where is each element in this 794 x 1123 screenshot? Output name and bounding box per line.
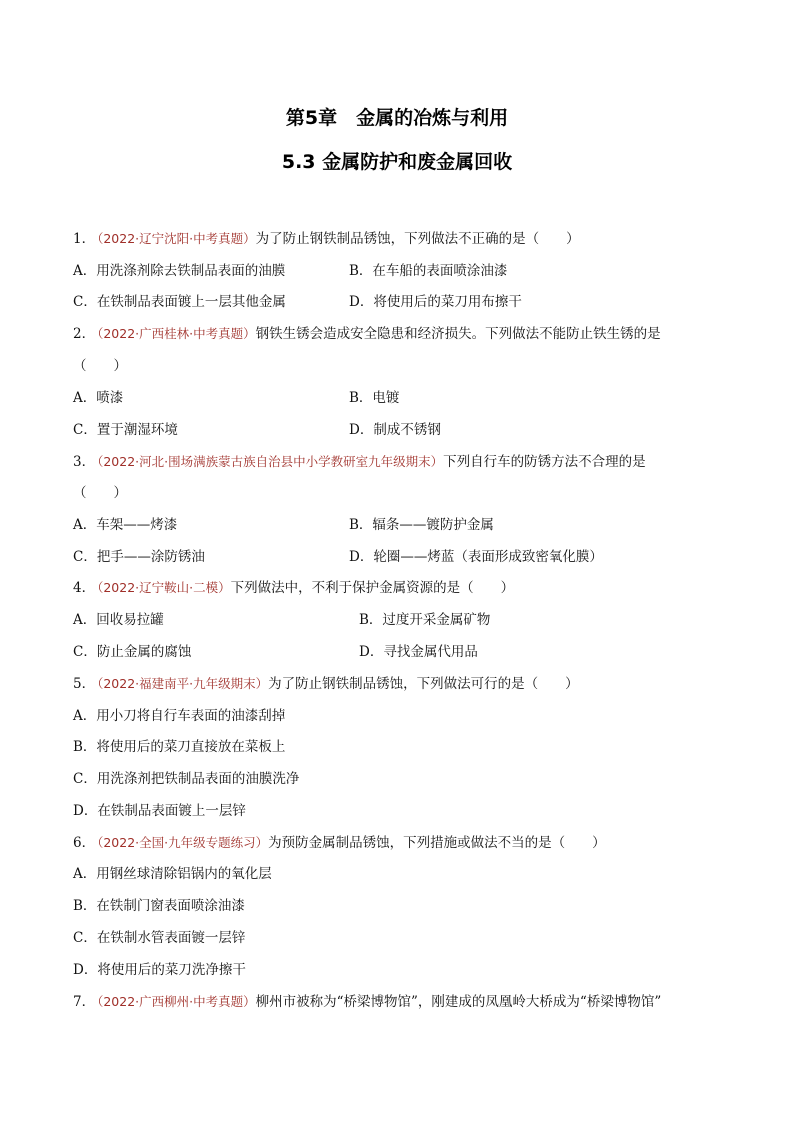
question-text: 柳州市被称为“桥梁博物馆”，刚建成的凤凰岭大桥成为“桥梁博物馆” [255,994,662,1010]
option-c: C．置于潮湿环境 [73,422,178,438]
question-number: 4． [73,580,96,596]
question-2-blank: （ ） [73,358,127,374]
question-number: 7． [73,994,96,1010]
option-c: C．防止金属的腐蚀 [73,644,192,660]
question-3 [73,452,723,472]
question-source: （2022·福建南平·九年级期末） [97,676,269,691]
option-c: C．把手——涂防锈油 [73,549,205,565]
option-a: A．回收易拉罐 [73,612,164,628]
option-c: C．在铁制水管表面镀一层锌 [73,930,246,946]
option-b: B．辐条——镀防护金属 [349,517,494,533]
option-b: B．将使用后的菜刀直接放在菜板上 [73,739,286,755]
option-c: C．在铁制品表面镀上一层其他金属 [73,294,286,310]
question-text: 为了防止钢铁制品锈蚀，下列做法可行的是（ ） [268,676,579,692]
option-a: A．用洗涤剂除去铁制品表面的油膜 [73,263,286,279]
question-6 [73,833,723,853]
question-4 [73,578,723,598]
question-source: （2022·河北·围场满族蒙古族自治县中小学教研室九年级期末） [97,454,444,469]
question-number: 3． [73,454,96,470]
question-5 [73,674,723,694]
option-d: D．将使用后的菜刀用布擦干 [349,294,522,310]
question-text: 钢铁生锈会造成安全隐患和经济损失。下列做法不能防止铁生锈的是 [255,326,661,342]
question-7 [73,992,723,1012]
question-source: （2022·辽宁鞍山·二模） [97,580,231,595]
option-a: A．用钢丝球清除铝锅内的氧化层 [73,866,272,882]
option-d: D．在铁制品表面镀上一层锌 [73,803,246,819]
question-source: （2022·广西桂林·中考真题） [97,326,256,341]
option-b: B．电镀 [349,390,400,406]
question-source: （2022·广西柳州·中考真题） [97,994,256,1009]
option-b: B．在车船的表面喷涂油漆 [349,263,508,279]
question-source: （2022·辽宁沈阳·中考真题） [97,231,256,246]
option-d: D．寻找金属代用品 [359,644,478,660]
option-c: C．用洗涤剂把铁制品表面的油膜洗净 [73,771,300,787]
question-number: 2． [73,326,96,342]
option-a: A．车架——烤漆 [73,517,178,533]
question-text: 下列做法中，不利于保护金属资源的是（ ） [230,580,515,596]
option-b: B．过度开采金属矿物 [359,612,491,628]
question-2 [73,324,723,344]
option-a: A．喷漆 [73,390,124,406]
question-1 [73,229,723,249]
question-number: 1． [73,231,96,247]
question-text: 下列自行车的防锈方法不合理的是 [443,454,646,470]
question-number: 5． [73,676,96,692]
question-3-blank: （ ） [73,485,127,501]
option-d: D．将使用后的菜刀洗净擦干 [73,962,246,978]
option-a: A．用小刀将自行车表面的油漆刮掉 [73,708,286,724]
question-number: 6． [73,835,96,851]
question-text: 为预防金属制品锈蚀，下列措施或做法不当的是（ ） [268,835,606,851]
section-title: 5.3 金属防护和废金属回收 [281,151,513,173]
option-b: B．在铁制门窗表面喷涂油漆 [73,898,245,914]
option-d: D．制成不锈钢 [349,422,441,438]
question-source: （2022·全国·九年级专题练习） [97,835,269,850]
question-text: 为了防止钢铁制品锈蚀，下列做法不正确的是（ ） [255,231,580,247]
chapter-title: 第5章 金属的冶炼与利用 [285,107,509,129]
option-d: D．轮圈——烤蓝（表面形成致密氧化膜） [349,549,603,565]
